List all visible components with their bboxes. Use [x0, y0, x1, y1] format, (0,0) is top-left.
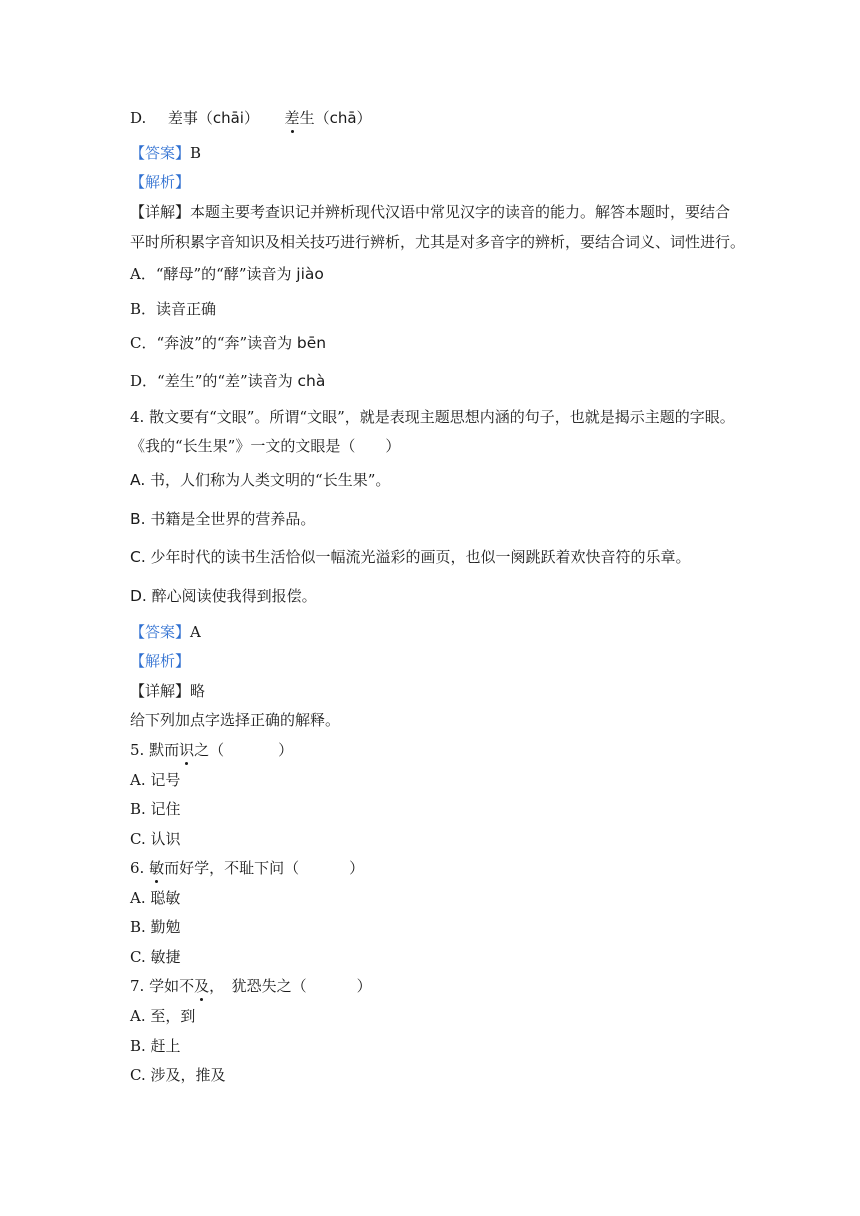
- q6-option-b: B. 勤勉: [130, 918, 181, 936]
- q4-stem-line1: 4. 散文要有“文眼”。所谓“文眼”，就是表现主题思想内涵的句子，也就是揭示主题的字眼。: [130, 408, 735, 426]
- instruction: 给下列加点字选择正确的解释。: [130, 711, 341, 729]
- q3-detail-line1: 【详解】本题主要考查识记并辨析现代汉语中常见汉字的读音的能力。解答本题时，要结合: [130, 203, 731, 221]
- question3-option-d: D. 差事（chāi） 差生（chā）: [130, 109, 372, 127]
- q7-stem: 7. 学如不及， 犹恐失之（ ）: [130, 977, 372, 995]
- q3-detail-b: B．读音正确: [130, 300, 217, 318]
- q7-option-b: B. 赶上: [130, 1037, 181, 1055]
- emphasis-dot-char: 及: [194, 977, 210, 995]
- q4-detail: 【详解】略: [130, 682, 206, 700]
- q3-detail-c: C．“奔波”的“奔”读音为 bēn: [130, 334, 327, 352]
- q4-analysis-tag: 【解析】: [130, 652, 191, 670]
- q4-option-c: C. 少年时代的读书生活恰似一幅流光溢彩的画页，也似一阕跳跃着欢快音符的乐章。: [130, 548, 691, 566]
- q6-option-c: C. 敏捷: [130, 948, 181, 966]
- q3-detail-a: A．“酵母”的“酵”读音为 jiào: [130, 265, 324, 283]
- emphasis-dot-char: 敏: [149, 859, 165, 877]
- q3-detail-d: D．“差生”的“差”读音为 chà: [130, 372, 326, 390]
- q3-analysis-tag: 【解析】: [130, 173, 191, 191]
- q5-stem: 5. 默而识之（ ）: [130, 741, 294, 759]
- q6-option-a: A. 聪敏: [130, 889, 181, 907]
- q4-option-b: B. 书籍是全世界的营养品。: [130, 510, 316, 528]
- emphasis-dot-char: 差: [284, 109, 300, 127]
- q4-answer: 【答案】A: [130, 623, 201, 641]
- q4-option-a: A. 书，人们称为人类文明的“长生果”。: [130, 471, 391, 489]
- q7-option-c: C. 涉及，推及: [130, 1066, 226, 1084]
- q6-stem: 6. 敏而好学，不耻下问（ ）: [130, 859, 365, 877]
- q5-option-a: A. 记号: [130, 771, 181, 789]
- q3-detail-line2: 平时所积累字音知识及相关技巧进行辨析，尤其是对多音字的辨析，要结合词义、词性进行。: [130, 233, 746, 251]
- q7-option-a: A. 至，到: [130, 1007, 196, 1025]
- q5-option-c: C. 认识: [130, 830, 181, 848]
- q4-stem-line2: 《我的“长生果”》一文的文眼是（ ）: [130, 437, 401, 455]
- q5-option-b: B. 记住: [130, 800, 181, 818]
- emphasis-dot-char: 识: [179, 741, 195, 759]
- q3-answer: 【答案】B: [130, 144, 202, 162]
- q4-option-d: D. 醉心阅读使我得到报偿。: [130, 587, 317, 605]
